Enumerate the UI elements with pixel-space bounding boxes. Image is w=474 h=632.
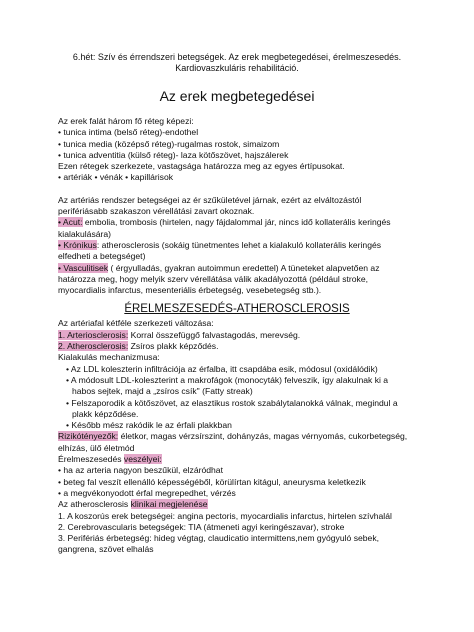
header-line-2: Kardiovaszkuláris rehabilitáció. xyxy=(175,63,299,73)
arterial-line: perifériásabb szakaszon vérellátási zavart okoznak. xyxy=(58,206,255,217)
risk-factors-cont: elhízás, ülő életmód xyxy=(58,442,135,453)
acute-text: embolia, trombosis (hirtelen, nagy fájdalommal jár, nincs idő kollaterális keringés xyxy=(82,217,391,228)
layer-item: • tunica intima (belső réteg)-endothel xyxy=(58,127,199,138)
acute-text-cont: kialakulására) xyxy=(58,228,112,239)
dangers-heading: Érelmeszesedés veszélyei: xyxy=(58,454,162,465)
changes-intro: Az artériafal kétféle szerkezeti változása: xyxy=(58,318,214,329)
header-line-1: 6.hét: Szív és érrendszeri betegségek. Az erek megbetegedései, érelmeszesedés. xyxy=(72,52,402,62)
layer-item: • tunica media (középső réteg)-rugalmas rostok, simaizom xyxy=(58,138,280,149)
vasculitis-text: ( érgyulladás, gyakran autoimmun eredettel) A tüneteket alapvetően az xyxy=(108,262,380,273)
dangers-label: veszélyei: xyxy=(123,454,162,465)
vasculitis-text-cont: határozza meg, hogy melyik szerv vérellátása válik akadályozottá (például stroke, xyxy=(58,273,369,284)
mechanism-item: • Felszaporodik a kötőszövet, az elasztikus rostok szabálytalanokká válnak, megindul a xyxy=(66,397,398,408)
layers-summary: Ezen rétegek szerkezete, vastagsága határozza meg az egyes értípusokat. xyxy=(58,161,345,172)
main-title: Az erek megbetegedései xyxy=(159,88,315,104)
acute-paragraph xyxy=(58,217,416,228)
clinical-item: 1. A koszorús erek betegségei: angina pectoris, myocardialis infarctus, hirtelen szívhalál xyxy=(58,510,392,521)
atherosclerosis-label: 2. Atherosclerosis: xyxy=(58,341,129,352)
clinical-item-cont: gangrena, szövet elhalás xyxy=(58,544,154,555)
layers-section xyxy=(58,116,416,184)
document-header xyxy=(58,0,416,74)
chronic-label: • Krónikus xyxy=(58,239,97,250)
clinical-heading: Az atherosclerosis klinikai megjelenése xyxy=(58,499,208,510)
layers-intro: Az erek falát három fő réteg képezi: xyxy=(58,116,194,126)
danger-item: • beteg fal veszít ellenálló képességéből, körülírtan kitágul, aneurysma keletkezik xyxy=(58,476,366,487)
danger-item: • ha az arteria nagyon beszűkül, elzáródhat xyxy=(58,465,223,476)
clinical-item: 3. Perifériás érbetegség: hideg végtag, claudicatio intermittens,nem gyógyuló sebek, xyxy=(58,533,380,544)
change-type-1: 1. Arteriosclerosis: Korral összefüggő falvastagodás, merevség. xyxy=(58,329,301,340)
arterial-section xyxy=(58,195,416,297)
mechanism-item: • A módosult LDL-koleszterint a makrofágok (monocyták) felveszik, így alakulnak ki a xyxy=(66,374,389,385)
vasculitis-label: • Vasculitisek xyxy=(58,262,109,273)
mechanism-item: • Az LDL koleszterin infiltrációja az érfalba, itt csapdába esik, módosul (oxidálódik) xyxy=(66,363,378,374)
mechanism-item-cont: habos sejtek, majd a „zsíros csík" (Fatty streak) xyxy=(72,386,253,397)
clinical-item: 2. Cerebrovascularis betegségek: TIA (átmeneti agyi keringészavar), stroke xyxy=(58,521,345,532)
mechanism-item-cont: plakk képződése. xyxy=(72,408,139,419)
change-type-2: 2. Atherosclerosis: Zsíros plakk képződés. xyxy=(58,341,219,352)
vessel-types: • artériák • vénák • kapillárisok xyxy=(58,172,174,183)
mechanism-item: • Később mész rakódik le az érfali plakkban xyxy=(66,420,232,431)
acute-label: • Acut: xyxy=(58,217,83,228)
vasculitis-text-cont: myocardialis infarctus, mesenteriális érbetegség, vesebetegség stb.). xyxy=(58,285,322,296)
danger-item: • a megvékonyodott érfal megrepedhet, vérzés xyxy=(58,487,236,498)
section-title-atherosclerosis: ÉRELMESZESEDÉS-ATHEROSCLEROSIS xyxy=(124,303,350,316)
risk-factors: Rizikótényezők: életkor, magas vérzsírszint, dohányzás, magas vérnyomás, cukorbetegség, xyxy=(58,431,408,442)
layer-item: • tunica adventitia (külső réteg)- laza kötőszövet, hajszálerek xyxy=(58,149,289,160)
atherosclerosis-section xyxy=(58,318,416,555)
chronic-text-cont: elfedheti a betegséget) xyxy=(58,251,146,262)
vasculitis-paragraph xyxy=(58,263,416,274)
mechanism-heading: Kialakulás mechanizmusa: xyxy=(58,352,160,363)
clinical-label: klinikai megjelenése xyxy=(130,499,208,510)
arteriosclerosis-label: 1. Arteriosclerosis: xyxy=(58,329,129,340)
chronic-paragraph xyxy=(58,240,416,251)
risk-factors-label: Rizikótényezők: xyxy=(58,431,119,442)
chronic-text: : atherosclerosis (sokáig tünetmentes lehet a kialakuló kollaterális keringés xyxy=(96,239,382,250)
arterial-line: Az artériás rendszer betegségei az ér szűkületével járnak, ezért az elváltozástól xyxy=(58,194,362,205)
